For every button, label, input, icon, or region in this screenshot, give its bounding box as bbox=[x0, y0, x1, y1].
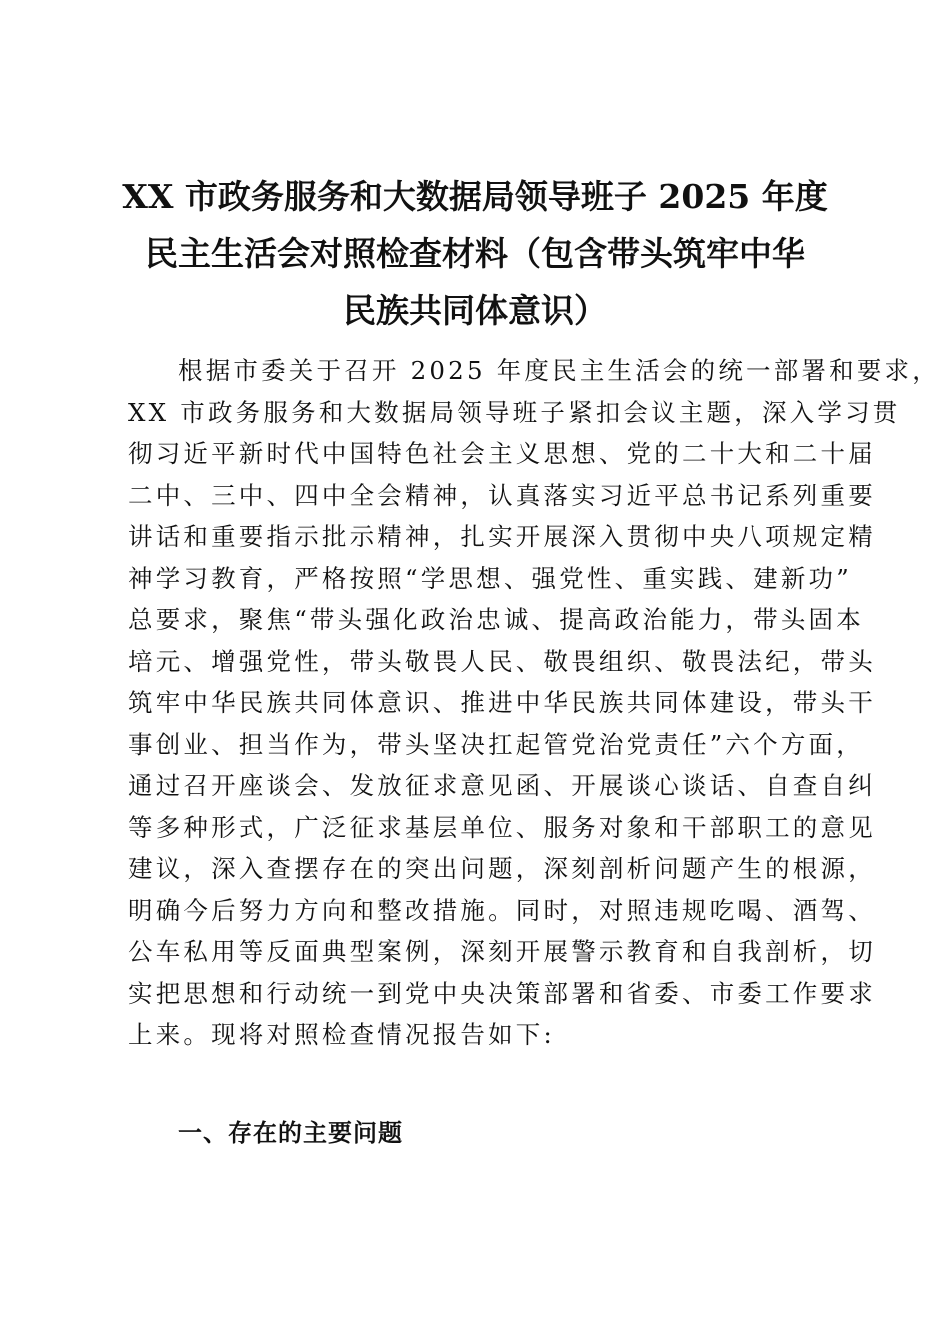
body-line-8: 培元、增强党性，带头敬畏人民、敬畏组织、敬畏法纪，带头 bbox=[128, 646, 876, 676]
body-line-17: 上来。现将对照检查情况报告如下: bbox=[128, 1020, 555, 1049]
body-paragraph bbox=[128, 350, 940, 1056]
document-title bbox=[110, 168, 840, 339]
body-line-2: XX 市政务服务和大数据局领导班子紧扣会议主题，深入学习贯 bbox=[128, 397, 901, 427]
body-line-6: 神学习教育，严格按照“学思想、强党性、重实践、建新功” bbox=[128, 563, 852, 593]
body-line-5: 讲话和重要指示批示精神，扎实开展深入贯彻中央八项规定精 bbox=[128, 522, 876, 551]
title-line-2: 民主生活会对照检查材料（包含带头筑牢中华 bbox=[145, 234, 805, 273]
title-line-1: XX 市政务服务和大数据局领导班子 2025 年度 bbox=[122, 177, 828, 216]
body-line-4: 二中、三中、四中全会精神，认真落实习近平总书记系列重要 bbox=[128, 480, 876, 510]
body-line-3: 彻习近平新时代中国特色社会主义思想、党的二十大和二十届 bbox=[128, 439, 876, 468]
body-line-14: 明确今后努力方向和整改措施。同时，对照违规吃喝、酒驾、 bbox=[128, 895, 876, 925]
body-line-7: 总要求，聚焦“带头强化政治忠诚、提高政治能力，带头固本 bbox=[128, 605, 864, 634]
body-line-15: 公车私用等反面典型案例，深刻开展警示教育和自我剖析，切 bbox=[128, 937, 876, 966]
body-line-11: 通过召开座谈会、发放征求意见函、开展谈心谈话、自查自纠 bbox=[128, 771, 876, 800]
body-line-12: 等多种形式，广泛征求基层单位、服务对象和干部职工的意见 bbox=[128, 812, 876, 842]
title-line-3: 民族共同体意识） bbox=[343, 291, 607, 330]
body-line-9: 筑牢中华民族共同体意识、推进中华民族共同体建设，带头干 bbox=[128, 688, 876, 717]
body-line-13: 建议，深入查摆存在的突出问题，深刻剖析问题产生的根源， bbox=[128, 854, 876, 883]
section-heading: 一、存在的主要问题 bbox=[178, 1119, 403, 1147]
body-line-10: 事创业、担当作为，带头坚决扛起管党治党责任”六个方面， bbox=[128, 729, 864, 759]
body-line-1: 根据市委关于召开 2025 年度民主生活会的统一部署和要求， bbox=[178, 356, 940, 385]
body-line-16: 实把思想和行动统一到党中央决策部署和省委、市委工作要求 bbox=[128, 978, 876, 1008]
